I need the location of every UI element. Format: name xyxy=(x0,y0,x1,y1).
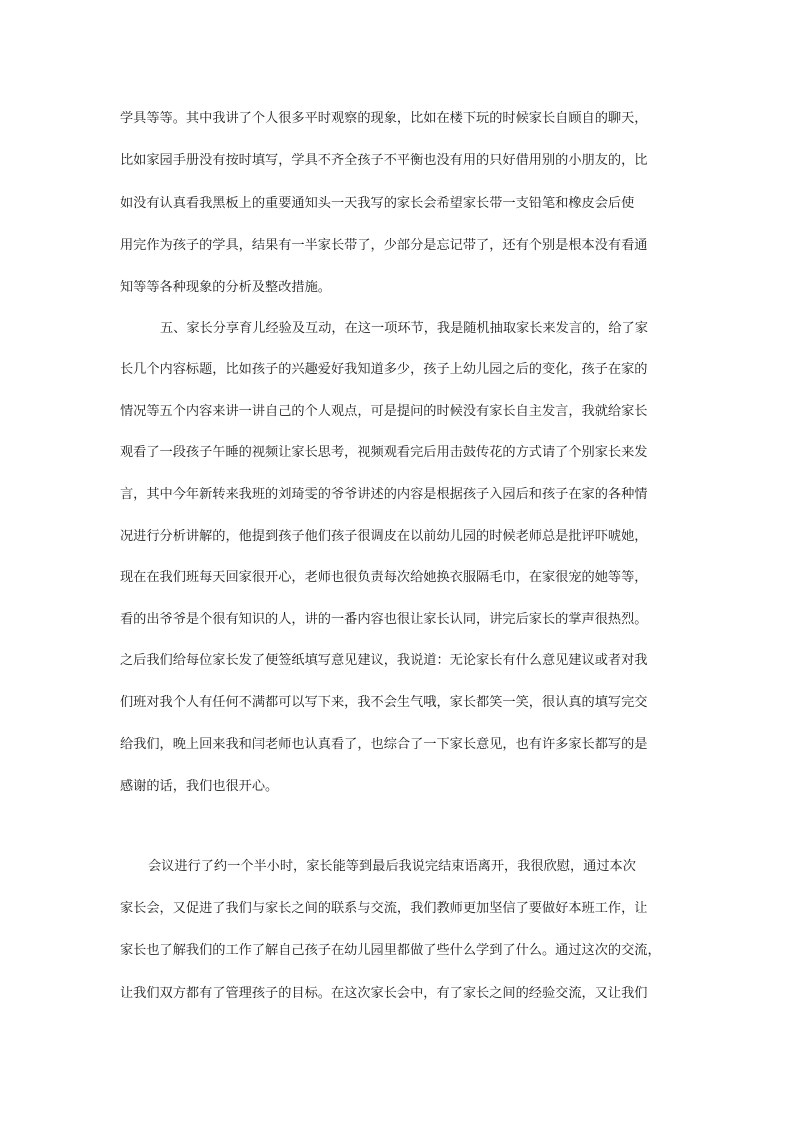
text-line: 言，其中今年新转来我班的刘琦雯的爷爷讲述的内容是根据孩子入园后和孩子在家的各种情 xyxy=(120,487,648,502)
text-line: 长几个内容标题，比如孩子的兴趣爱好我知道多少，孩子上幼儿园之后的变化，孩子在家的 xyxy=(120,362,648,377)
text-line: 家长也了解我们的工作了解自己孩子在幼儿园里都做了些什么学到了什么。通过这次的交流， xyxy=(120,943,661,958)
text-line: 家长会，又促进了我们与家长之间的联系与交流，我们教师更加坚信了要做好本班工作，让 xyxy=(120,901,648,916)
text-line: 观看了一段孩子午睡的视频让家长思考，视频观看完后用击鼓传花的方式请了个别家长来发 xyxy=(120,445,648,460)
text-line: 看的出爷爷是个很有知识的人，讲的一番内容也很让家长认同，讲完后家长的掌声很热烈。 xyxy=(120,612,648,627)
text-line: 让我们双方都有了管理孩子的目标。在这次家长会中，有了家长之间的经验交流，又让我们 xyxy=(120,986,648,1001)
text-line: 况进行分析讲解的，他提到孩子他们孩子很调皮在以前幼儿园的时候老师总是批评吓唬她， xyxy=(120,529,648,544)
text-line: 之后我们给每位家长发了便签纸填写意见建议，我说道：无论家长有什么意见建议或者对我 xyxy=(120,653,648,668)
text-line: 感谢的话，我们也很开心。 xyxy=(120,779,279,794)
text-line: 知等等各种现象的分析及整改措施。 xyxy=(120,280,331,295)
text-line: 现在在我们班每天回家很开心，老师也很负责每次给她换衣服隔毛巾，在家很宠的她等等， xyxy=(120,570,648,585)
text-line: 情况等五个内容来讲一讲自己的个人观点，可是提问的时候没有家长自主发言，我就给家长 xyxy=(120,404,648,419)
text-line: 五、家长分享育儿经验及互动，在这一项环节，我是随机抽取家长来发言的，给了家 xyxy=(160,321,648,336)
text-line: 们班对我个人有任何不满都可以写下来，我不会生气哦，家长都笑一笑，很认真的填写完交 xyxy=(120,695,648,710)
text-line: 学具等等。其中我讲了个人很多平时观察的现象，比如在楼下玩的时候家长自顾自的聊天， xyxy=(120,111,648,126)
text-line: 比如家园手册没有按时填写，学具不齐全孩子不平衡也没有用的只好借用别的小朋友的，比 xyxy=(120,153,648,168)
text-line: 会议进行了约一个半小时，家长能等到最后我说完结束语离开，我很欣慰，通过本次 xyxy=(148,859,636,874)
text-line: 如没有认真看我黑板上的重要通知头一天我写的家长会希望家长带一支铅笔和橡皮会后使 xyxy=(120,196,635,211)
text-line: 给我们，晚上回来我和闫老师也认真看了，也综合了一下家长意见，也有许多家长都写的是 xyxy=(120,737,648,752)
text-line: 用完作为孩子的学具，结果有一半家长带了，少部分是忘记带了，还有个别是根本没有看通 xyxy=(120,238,648,253)
